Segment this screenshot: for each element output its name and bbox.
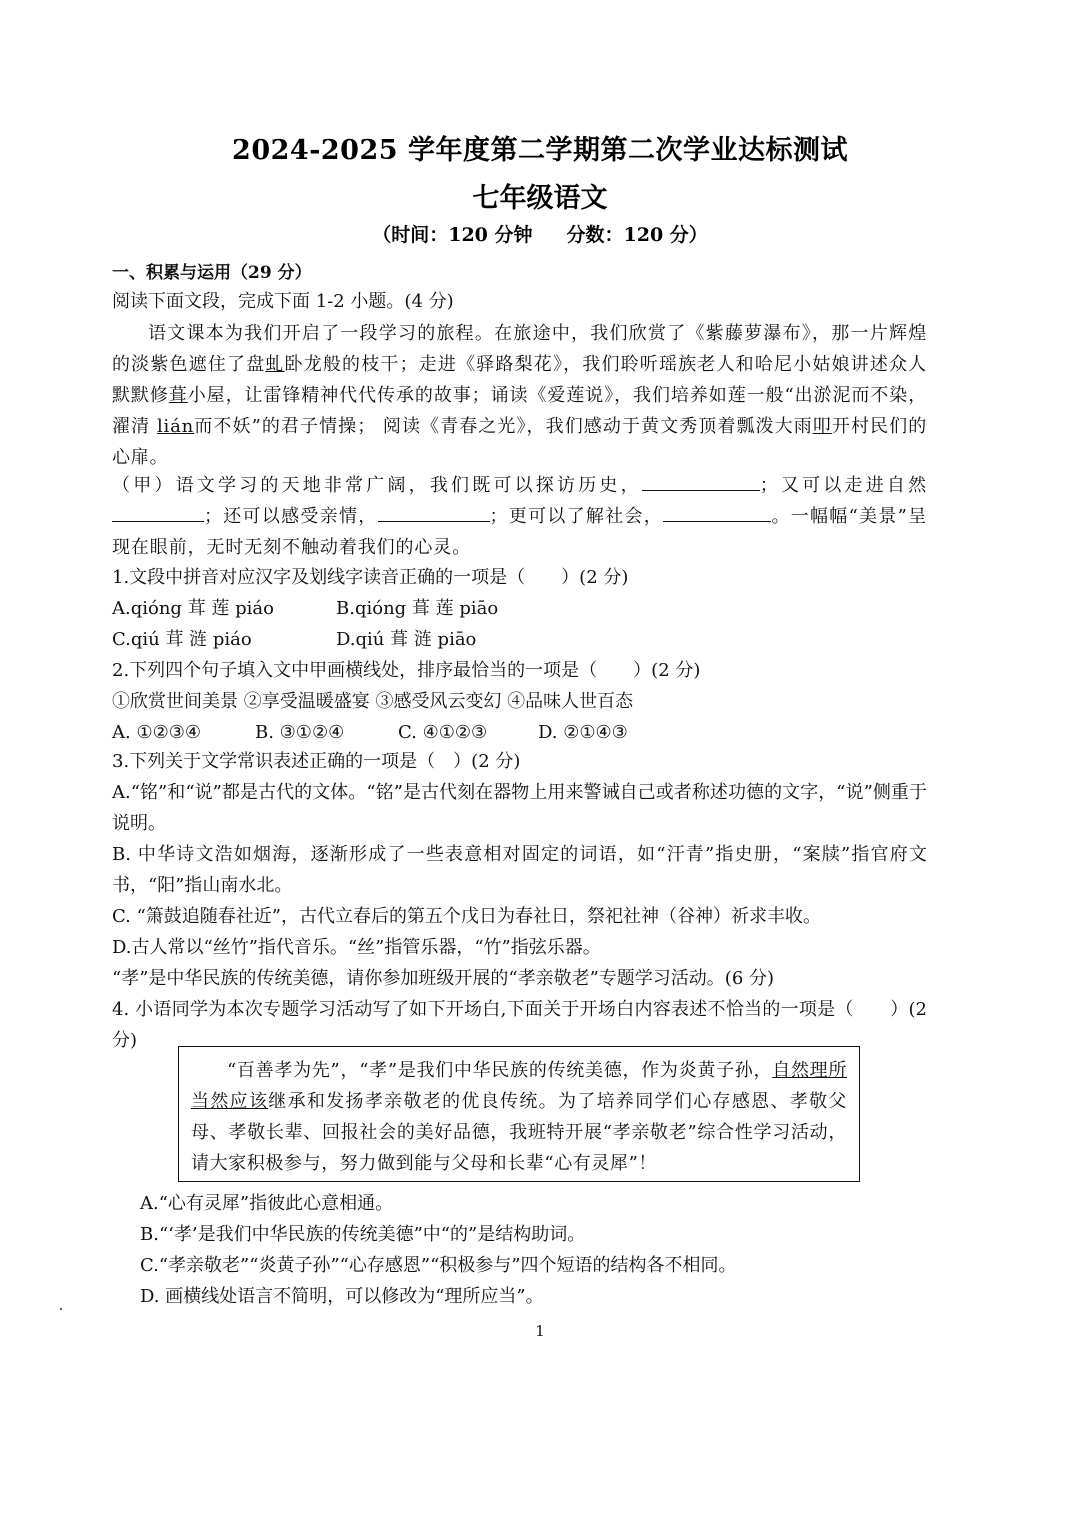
jia-text: ；又可以走进自然 [759,475,927,496]
option-a[interactable]: A.“铭”和“说”都是古代的文体。“铭”是古代刻在器物上用来警诫自己或者称述功德的文字，“说”侧重于说明。 [112,782,927,834]
passage-text: 而不妖”的君子情操； 阅读《青春之光》，我们感动于黄文秀顶着瓢泼大雨 [194,416,813,437]
option-d[interactable]: D. ②①④③ [538,722,628,743]
jia-text: ；更可以了解社会， [489,506,664,527]
opening-speech-box [178,1046,860,1182]
option-c[interactable]: C.qiú 茸 涟 piáo [112,629,252,650]
fill-blank[interactable] [663,501,771,522]
passage-text: 小屋，让雷锋精神代代传承的故事；诵读《爱莲说》，我们培养如莲一般“出淤泥而不染，濯清 [112,385,927,437]
question-3 [112,746,927,1056]
option-d[interactable]: D. 画横线处语言不简明，可以修改为“理所应当”。 [140,1286,544,1307]
underlined-char: 虬 [265,354,285,375]
reading-passage [112,318,927,473]
option-d[interactable]: D.古人常以“丝竹”指代音乐。“丝”指管乐器，“竹”指弦乐器。 [112,937,601,958]
speech-underlined: 自然理所当然应该 [191,1060,848,1112]
underlined-char: 叩 [812,416,832,437]
option-row [112,717,927,748]
jia-text: （甲）语文学习的天地非常广阔，我们既可以探访历史， [112,475,642,496]
passage-text: 开村民们的心扉。 [112,416,928,468]
question-stem: 3.下列关于文学常识表述正确的一项是（ ）(2 分) [112,751,521,772]
question-4-stem: 4. 小语同学为本次专题学习活动写了如下开场白,下面关于开场白内容表述不恰当的一项是（ ）(2 分) [112,999,927,1051]
page-number: 1 [535,1322,545,1340]
fill-blank[interactable] [112,501,204,522]
speech-text [191,1055,847,1179]
fill-blank[interactable] [378,501,490,522]
sentence-list: ①欣赏世间美景 ②享受温暖盛宴 ③感受风云变幻 ④品味人世百态 [112,691,634,712]
option-c[interactable]: C.“孝亲敬老”“炎黄子孙”“心存感恩”“积极参与”四个短语的结构各不相同。 [140,1255,737,1276]
option-a[interactable]: A. ①②③④ [112,722,201,743]
question-1 [112,562,927,655]
option-b[interactable]: B. 中华诗文浩如烟海，逐渐形成了一些表意相对固定的词语，如“汗青”指史册，“案牍”指官府文书，“阳”指山南水北。 [112,844,927,896]
speech-part: 继承和发扬孝亲敬老的优良传统。为了培养同学们心存感恩、孝敬父母、孝敬长辈、回报社会的美好品德，我班特开展“孝亲敬老”综合性学习活动，请大家积极参与，努力做到能与父母和长辈“心有灵犀”！ [191,1091,847,1174]
option-c[interactable]: C. ④①②③ [398,722,488,743]
section-heading: 一、积累与运用（29 分） [112,263,312,283]
fill-blank[interactable] [642,470,760,491]
option-a[interactable]: A.“心有灵犀”指彼此心意相通。 [140,1193,394,1214]
question-stem: 1.文段中拼音对应汉字及划线字读音正确的一项是（ ）(2 分) [112,567,629,588]
option-b[interactable]: B. ③①②④ [255,722,345,743]
speech-part: “百善孝为先”，“孝”是我们中华民族的传统美德，作为炎黄子孙， [227,1060,773,1081]
jia-text: ；还可以感受亲情， [204,506,378,527]
exam-subject: 七年级语文 [472,183,608,214]
option-a[interactable]: A.qióng 茸 莲 piáo [112,598,274,619]
underlined-char: 葺 [168,385,188,406]
jia-paragraph [112,470,927,563]
passage-text: 语文课本为我们开启了一段学习的旅程。在旅途中，我们欣赏了《紫藤萝瀑布》，那一片辉煌的淡紫色遮住了盘 [112,323,927,375]
pinyin-underlined: lián [156,416,195,437]
option-b[interactable]: B.“‘孝’是我们中华民族的传统美德”中“的”是结构助词。 [140,1224,586,1245]
scan-speck [60,1308,62,1310]
passage-text: 卧龙般的枝干；走进《驿路梨花》，我们聆听瑶族老人和哈尼小姑娘讲述众人默默修 [112,354,927,406]
topic-intro: “孝”是中华民族的传统美德，请你参加班级开展的“孝亲敬老”专题学习活动。(6 分) [112,968,775,989]
question-4-options [140,1188,900,1312]
question-stem: 2.下列四个句子填入文中甲画横线处，排序最恰当的一项是（ ）(2 分) [112,660,701,681]
option-d[interactable]: D.qiú 葺 涟 piāo [336,629,477,650]
exam-time: （时间：120 分钟 [372,224,533,246]
exam-info [0,220,1080,247]
exam-title: 2024-2025 学年度第二学期第二次学业达标测试 [232,135,848,166]
option-b[interactable]: B.qióng 葺 莲 piāo [336,598,499,619]
option-row [112,624,927,655]
exam-score: 分数：120 分） [566,224,708,246]
jia-text: 。一幅幅“美景”呈现在眼前，无时无刻不触动着我们的心灵。 [112,506,927,558]
option-row [112,593,927,624]
option-c[interactable]: C. “箫鼓追随春社近”，古代立春后的第五个戊日为春社日，祭祀社神（谷神）祈求丰收。 [112,906,821,927]
passage-intro: 阅读下面文段，完成下面 1-2 小题。(4 分) [112,291,454,312]
question-2 [112,655,927,748]
